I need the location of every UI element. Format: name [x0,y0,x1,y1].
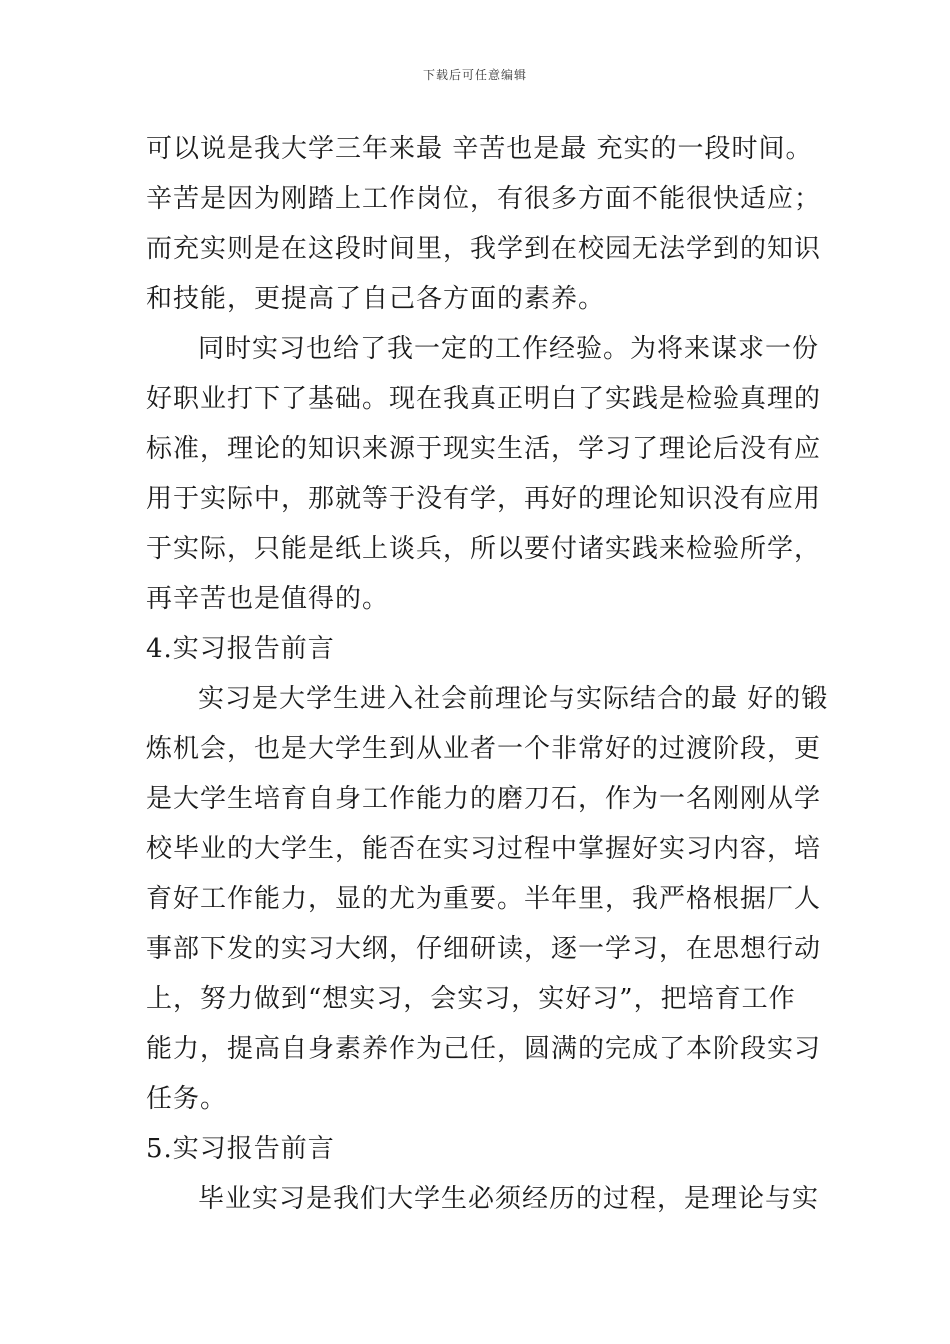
text-line: 毕业实习是我们大学生必须经历的过程，是理论与实 [198,1184,820,1214]
text-line: 育好工作能力，显的尤为重要。半年里，我严格根据厂人 [146,884,822,914]
text-line: 于实际，只能是纸上谈兵，所以要付诸实践来检验所学， [146,534,822,564]
page-header: 下载后可任意编辑 [422,68,527,82]
text-line: 能力，提高自身素养作为己任，圆满的完成了本阶段实习 [146,1034,822,1064]
text-line: 而充实则是在这段时间里，我学到在校园无法学到的知识 [146,234,822,264]
text-line: 好职业打下了基础。现在我真正明白了实践是检验真理的 [146,384,822,414]
text-line: 5.实习报告前言 [146,1134,335,1164]
text-line: 再辛苦也是值得的。 [146,584,390,614]
text-line: 是大学生培育自身工作能力的磨刀石，作为一名刚刚从学 [146,784,822,814]
text-line: 实习是大学生进入社会前理论与实际结合的最 好的锻 [198,684,829,714]
text-line: 事部下发的实习大纲，仔细研读，逐一学习，在思想行动 [146,934,822,964]
text-line: 校毕业的大学生，能否在实习过程中掌握好实习内容，培 [146,834,822,864]
text-line: 和技能，更提高了自己各方面的素养。 [146,284,606,314]
text-line: 上，努力做到“想实习，会实习，实好习”，把培育工作 [146,984,796,1014]
text-line: 标准，理论的知识来源于现实生活，学习了理论后没有应 [146,434,822,464]
text-line: 4.实习报告前言 [146,634,335,664]
text-line: 用于实际中，那就等于没有学，再好的理论知识没有应用 [146,484,822,514]
text-line: 辛苦是因为刚踏上工作岗位，有很多方面不能很快适应； [146,184,822,214]
text-line: 可以说是我大学三年来最 辛苦也是最 充实的一段时间。 [146,134,813,164]
text-line: 炼机会，也是大学生到从业者一个非常好的过渡阶段，更 [146,734,822,764]
document-body [146,128,829,1228]
text-line: 任务。 [146,1084,228,1114]
text-line: 同时实习也给了我一定的工作经验。为将来谋求一份 [198,334,820,364]
